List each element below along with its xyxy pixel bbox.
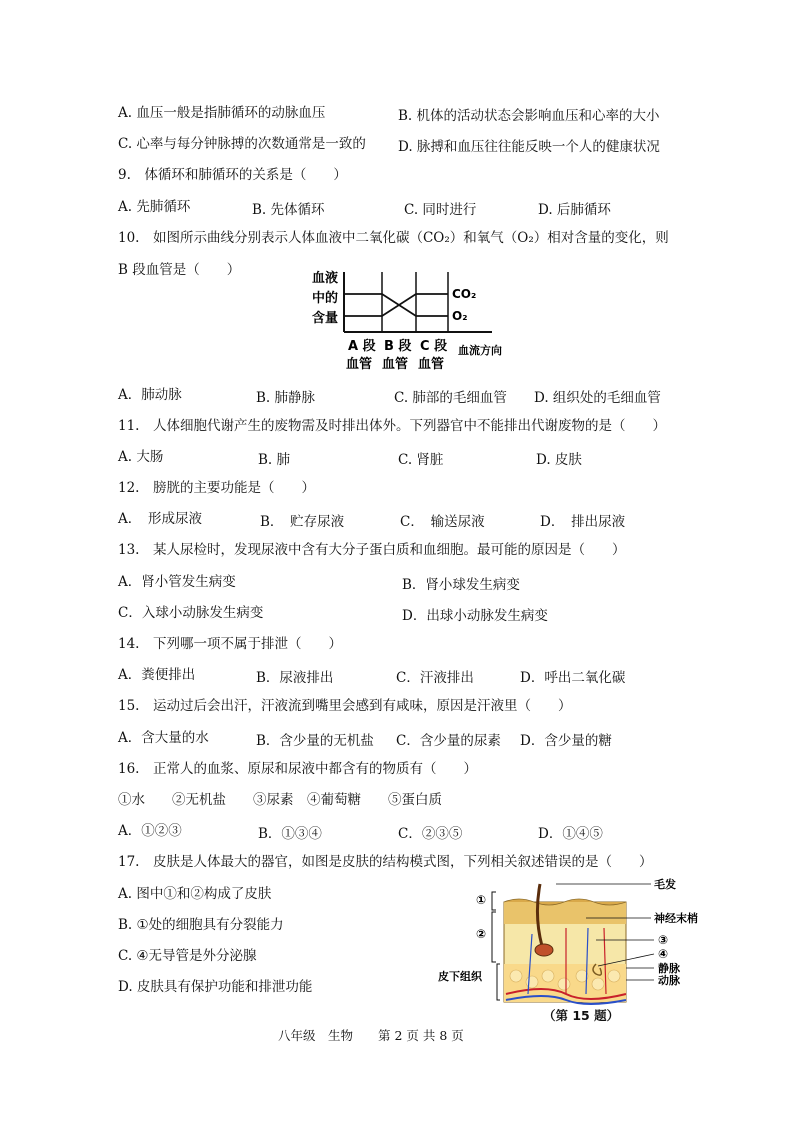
q8-option-c: C. 心率与每分钟脉搏的次数通常是一致的 bbox=[118, 136, 366, 152]
q16-option-a: A．①②③ bbox=[118, 823, 182, 839]
q13-option-b: B．肾小球发生病变 bbox=[402, 577, 520, 593]
q14-option-a: A．粪便排出 bbox=[118, 667, 196, 683]
q12-option-b: B． 贮存尿液 bbox=[260, 514, 345, 530]
q9-option-a: A. 先肺循环 bbox=[118, 199, 191, 215]
o2-label: O₂ bbox=[452, 309, 468, 323]
q16-option-d: D．①④⑤ bbox=[538, 826, 603, 842]
figure-caption: （第 15 题） bbox=[543, 1008, 620, 1023]
q9-option-d: D. 后肺循环 bbox=[538, 202, 611, 218]
label-vein: 静脉 bbox=[658, 962, 680, 975]
label-3: ③ bbox=[658, 933, 669, 947]
q16-option-c: C．②③⑤ bbox=[398, 826, 463, 842]
q11-stem: 11. 人体细胞代谢产生的废物需及时排出体外。下列器官中不能排出代谢废物的是（ ） bbox=[118, 418, 666, 434]
label-2: ② bbox=[476, 927, 487, 941]
label-subcutaneous: 皮下组织 bbox=[438, 970, 482, 983]
q14-option-b: B．尿液排出 bbox=[256, 670, 334, 686]
segment-a-label-2: 血管 bbox=[346, 357, 373, 372]
hair-bulb bbox=[535, 944, 553, 956]
curve-lower-to-upper bbox=[344, 294, 448, 316]
q12-option-c: C． 输送尿液 bbox=[400, 514, 485, 530]
figure-ylabel-3: 含量 bbox=[312, 311, 339, 326]
label-4: ④ bbox=[658, 947, 669, 961]
q15-stem: 15. 运动过后会出汗，汗液流到嘴里会感到有咸味，原因是汗液里（ ） bbox=[118, 698, 572, 714]
q14-stem: 14. 下列哪一项不属于排泄（ ） bbox=[118, 636, 342, 652]
q10-stem-line2: B 段血管是（ ） bbox=[118, 262, 241, 278]
q15-option-d: D．含少量的糖 bbox=[520, 733, 612, 749]
q10-option-a: A．肺动脉 bbox=[118, 387, 182, 403]
q16-items: ①水 ②无机盐 ③尿素 ④葡萄糖 ⑤蛋白质 bbox=[118, 792, 442, 808]
q15-option-b: B．含少量的无机盐 bbox=[256, 733, 374, 749]
figure-ylabel-1: 血液 bbox=[312, 271, 339, 286]
q9-option-b: B. 先体循环 bbox=[252, 202, 325, 218]
q11-option-a: A. 大肠 bbox=[118, 449, 164, 465]
q17-option-d: D. 皮肤具有保护功能和排泄功能 bbox=[118, 979, 313, 995]
curve-upper-to-lower bbox=[344, 294, 448, 316]
q13-option-c: C．入球小动脉发生病变 bbox=[118, 605, 264, 621]
blood-gas-curve-figure bbox=[308, 266, 508, 374]
q14-option-c: C．汗液排出 bbox=[396, 670, 474, 686]
q11-option-b: B. 肺 bbox=[258, 452, 291, 468]
segment-a-label-1: A 段 bbox=[348, 339, 376, 354]
figure-ylabel-2: 中的 bbox=[312, 291, 339, 306]
segment-c-label-2: 血管 bbox=[418, 357, 445, 372]
q16-option-b: B．①③④ bbox=[258, 826, 322, 842]
co2-label: CO₂ bbox=[452, 287, 477, 301]
segment-c-label-1: C 段 bbox=[420, 339, 448, 354]
q17-option-b: B. ①处的细胞具有分裂能力 bbox=[118, 917, 284, 933]
segment-b-label-1: B 段 bbox=[384, 339, 412, 354]
skin-structure-figure bbox=[436, 876, 706, 1026]
segment-b-label-2: 血管 bbox=[382, 357, 409, 372]
q9-stem: 9. 体循环和肺循环的关系是（ ） bbox=[118, 167, 347, 183]
q10-stem-line1: 10. 如图所示曲线分别表示人体血液中二氧化碳（CO₂）和氧气（O₂）相对含量的变化，则 bbox=[118, 230, 669, 246]
q13-option-a: A．肾小管发生病变 bbox=[118, 574, 236, 590]
q15-option-a: A．含大量的水 bbox=[118, 730, 209, 746]
q10-option-b: B. 肺静脉 bbox=[256, 390, 316, 406]
x-axis-label: 血流方向 bbox=[458, 344, 502, 357]
label-artery: 动脉 bbox=[658, 974, 680, 987]
q12-stem: 12. 膀胱的主要功能是（ ） bbox=[118, 480, 315, 496]
q17-stem: 17. 皮肤是人体最大的器官，如图是皮肤的结构模式图，下列相关叙述错误的是（ ） bbox=[118, 854, 653, 870]
q10-option-d: D. 组织处的毛细血管 bbox=[534, 390, 661, 406]
q11-option-d: D. 皮肤 bbox=[536, 452, 582, 468]
q13-stem: 13. 某人尿检时，发现尿液中含有大分子蛋白质和血细胞。最可能的原因是（ ） bbox=[118, 542, 626, 558]
label-nerve-ending: 神经末梢 bbox=[654, 912, 698, 925]
q8-option-a: A. 血压一般是指肺循环的动脉血压 bbox=[118, 105, 326, 121]
q9-option-c: C. 同时进行 bbox=[404, 202, 477, 218]
q16-stem: 16. 正常人的血浆、原尿和尿液中都含有的物质有（ ） bbox=[118, 761, 477, 777]
q17-option-c: C. ④无导管是外分泌腺 bbox=[118, 948, 257, 964]
q14-option-d: D．呼出二氧化碳 bbox=[520, 670, 626, 686]
q15-option-c: C．含少量的尿素 bbox=[396, 733, 501, 749]
q10-option-c: C. 肺部的毛细血管 bbox=[394, 390, 507, 406]
q17-option-a: A. 图中①和②构成了皮肤 bbox=[118, 886, 272, 902]
q8-option-d: D. 脉搏和血压往往能反映一个人的健康状况 bbox=[398, 139, 660, 155]
q12-option-d: D． 排出尿液 bbox=[540, 514, 626, 530]
q11-option-c: C. 肾脏 bbox=[398, 452, 444, 468]
label-hair: 毛发 bbox=[654, 878, 676, 891]
q8-option-b: B. 机体的活动状态会影响血压和心率的大小 bbox=[398, 108, 660, 124]
q12-option-a: A． 形成尿液 bbox=[118, 511, 202, 527]
q13-option-d: D．出球小动脉发生病变 bbox=[402, 608, 548, 624]
page-footer: 八年级 生物 第 2 页 共 8 页 bbox=[278, 1028, 464, 1043]
label-1: ① bbox=[476, 893, 487, 907]
